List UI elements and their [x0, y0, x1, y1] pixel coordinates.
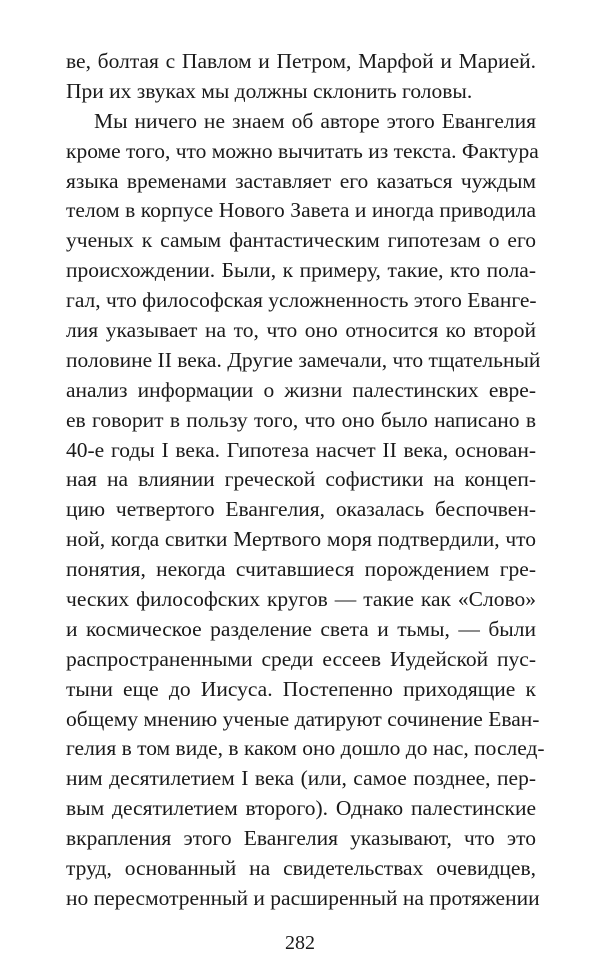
text-line: труд, основанный на свидетельствах очевидцев,: [66, 856, 536, 881]
text-line: ве, болтая с Павлом и Петром, Марфой и Марией.: [66, 49, 536, 73]
text-line: ним десятилетием I века (или, самое позднее, пер-: [66, 766, 536, 791]
text-line: Мы ничего не знаем об авторе этого Евангелия: [94, 108, 536, 133]
text-line: вым десятилетием второго). Однако палестинские: [66, 796, 536, 821]
text-line: языка временами заставляет его казаться чуждым: [66, 168, 536, 193]
text-line: и космическое разделение света и тьмы, — были: [66, 616, 536, 641]
text-line: но пересмотренный и расширенный на протяжении: [66, 885, 540, 910]
page-number: 282: [285, 932, 315, 954]
page-body: [66, 47, 545, 914]
text-line: ная на влиянии греческой софистики на концеп-: [66, 467, 536, 492]
text-line: При их звуках мы должны склонить головы.: [66, 78, 473, 103]
text-line: цию четвертого Евангелия, оказалась беспочвен-: [66, 497, 536, 522]
paragraph-continuation: [66, 47, 536, 107]
text-line: ной, когда свитки Мертвого моря подтвердили, что: [66, 527, 536, 552]
text-line: 40-е годы I века. Гипотеза насчет II века, основан-: [66, 437, 536, 462]
text-line: половине II века. Другие замечали, что тщательный: [66, 347, 541, 372]
text-line: распространенными среди ессеев Иудейской пус-: [66, 646, 536, 671]
text-line: телом в корпусе Нового Завета и иногда приводила: [66, 198, 536, 223]
text-line: общему мнению ученые датируют сочинение Еван-: [66, 706, 540, 731]
text-line: ев говорит в пользу того, что оно было написано в: [66, 407, 536, 432]
text-line: ученых к самым фантастическим гипотезам о его: [66, 228, 536, 253]
text-line: анализ информации о жизни палестинских евре-: [66, 377, 536, 402]
text-line: происхождении. Были, к примеру, такие, кто пола-: [66, 258, 536, 283]
text-line: кроме того, что можно вычитать из текста. Фактура: [66, 138, 539, 163]
text-line: ческих философских кругов — такие как «Слово»: [66, 587, 536, 612]
text-line: понятия, некогда считавшиеся порождением гре-: [66, 557, 536, 582]
text-line: гелия в том виде, в каком оно дошло до нас, послед-: [66, 736, 545, 761]
paragraph-author: [66, 107, 545, 914]
text-line: гал, что философская усложненность этого Еванге-: [66, 288, 537, 313]
text-line: тыни еще до Иисуса. Постепенно приходящие к: [66, 676, 536, 701]
text-line: лия указывает на то, что оно относится ко второй: [66, 318, 536, 343]
text-line: вкрапления этого Евангелия указывают, что это: [66, 826, 536, 851]
